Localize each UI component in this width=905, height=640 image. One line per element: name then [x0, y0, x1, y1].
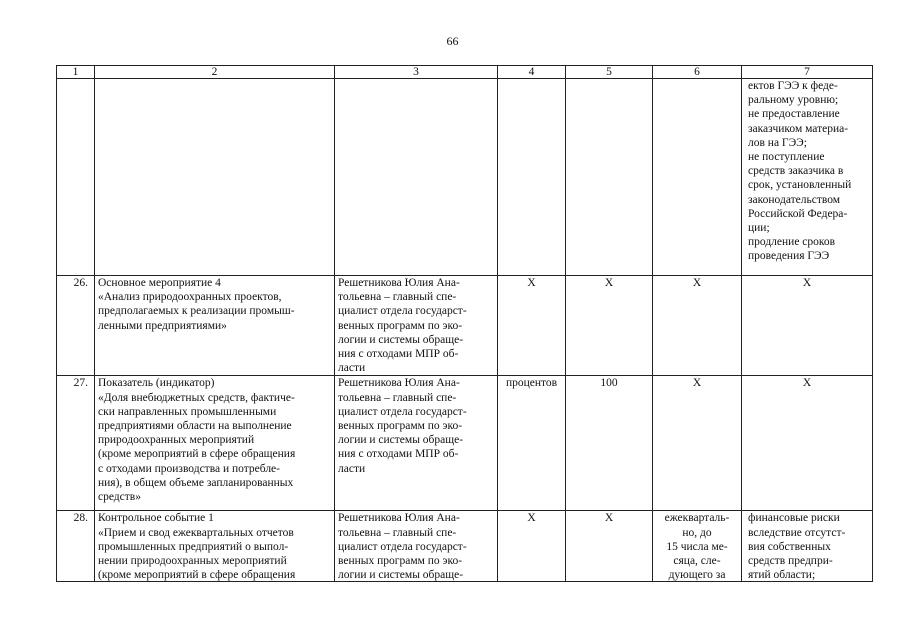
text-line: предприятиями области на выполнение: [98, 420, 292, 433]
text-line: предполагаемых к реализации промыш-: [98, 305, 295, 318]
text-line: (кроме мероприятий в сфере обращения: [98, 448, 296, 461]
text-line: ния с отходами МПР об-: [338, 448, 459, 461]
text-line: Решетникова Юлия Ана-: [338, 512, 460, 525]
unit-cell: процентов: [498, 376, 566, 511]
risks-cell: [742, 276, 873, 376]
empty-cell: [95, 79, 335, 276]
header-cell: 7: [742, 66, 873, 79]
header-cell: 3: [335, 66, 498, 79]
text-line: финансовые риски: [748, 512, 840, 525]
table-row: [57, 511, 873, 582]
text-line: законодательством: [748, 193, 841, 206]
text-line: логии и системы обраще-: [338, 569, 464, 582]
text-line: тольевна – главный спе-: [338, 391, 457, 404]
text-line: «Доля внебюджетных средств, фактиче-: [98, 391, 295, 404]
text-line: средств»: [98, 491, 141, 504]
page-number: 66: [446, 34, 459, 48]
text-line: 15 числа ме-: [666, 540, 728, 553]
text-line: Х: [692, 377, 702, 390]
text-line: заказчиком материа-: [748, 122, 849, 135]
text-line: «Прием и свод ежеквартальных отчетов: [98, 526, 294, 539]
text-line: природоохранных мероприятий: [98, 434, 255, 447]
text-line: средств предпри-: [748, 555, 833, 568]
text-line: не поступление: [748, 151, 825, 164]
empty-cell: [566, 79, 653, 276]
unit-cell: Х: [498, 511, 566, 582]
period-cell: [653, 276, 742, 376]
text-line: промышленных предприятий о выпол-: [98, 540, 289, 553]
risks-cell: [742, 511, 873, 582]
text-line: Контрольное событие 1: [98, 512, 214, 525]
text-line: Х: [802, 277, 812, 289]
text-line: венных программ по эко-: [338, 420, 463, 433]
text-line: тольевна – главный спе-: [338, 526, 457, 539]
header-cell: 2: [95, 66, 335, 79]
period-cell: [653, 376, 742, 511]
unit-cell: Х: [498, 276, 566, 376]
name-cell: [95, 276, 335, 376]
text-line: ленными предприятиями»: [98, 319, 227, 332]
text-line: нении природоохранных мероприятий: [98, 555, 287, 568]
responsible-cell: [335, 376, 498, 511]
text-line: циалист отдела государст-: [338, 405, 467, 418]
name-cell: [95, 376, 335, 511]
text-line: «Анализ природоохранных проектов,: [98, 291, 282, 304]
text-line: продление сроков: [748, 236, 836, 249]
header-cell: 6: [653, 66, 742, 79]
risks-cell: [742, 376, 873, 511]
value-cell: 100: [566, 376, 653, 511]
text-line: венных программ по эко-: [338, 555, 463, 568]
text-line: средств заказчика в: [748, 165, 844, 178]
text-line: циалист отдела государст-: [338, 305, 467, 318]
header-cell: 5: [566, 66, 653, 79]
text-line: циалист отдела государст-: [338, 540, 467, 553]
text-line: сяца, сле-: [673, 555, 721, 568]
text-line: Показатель (индикатор): [98, 377, 215, 390]
period-cell: [653, 511, 742, 582]
text-line: ния), в общем объеме запланированных: [98, 476, 294, 489]
empty-cell: [653, 79, 742, 276]
text-line: тольевна – главный спе-: [338, 291, 457, 304]
program-table: [56, 65, 873, 582]
text-line: дующего за: [668, 569, 726, 582]
text-line: (кроме мероприятий в сфере обращения: [98, 569, 296, 582]
text-line: Российской Федера-: [748, 207, 848, 220]
text-line: Основное мероприятие 4: [98, 277, 221, 289]
text-line: срок, установленный: [748, 179, 852, 192]
empty-cell: [57, 79, 95, 276]
table-row: [57, 376, 873, 511]
text-line: проведения ГЭЭ: [748, 250, 830, 263]
text-line: Решетникова Юлия Ана-: [338, 277, 460, 289]
responsible-cell: [335, 276, 498, 376]
table-row-continuation: [57, 79, 873, 276]
table-row: [57, 276, 873, 376]
text-line: ски направленных промышленными: [98, 405, 277, 418]
text-line: логии и системы обраще-: [338, 333, 464, 346]
text-line: ектов ГЭЭ к феде-: [748, 80, 838, 92]
text-line: ральному уровню;: [748, 94, 839, 107]
text-line: с отходами производства и потребле-: [98, 462, 280, 475]
text-line: ежекварталь-: [664, 512, 730, 525]
value-cell: Х: [566, 276, 653, 376]
text-line: не предоставление: [748, 108, 840, 121]
text-line: но, до: [682, 526, 712, 539]
text-line: ласти: [338, 462, 366, 475]
risks-cell: [742, 79, 873, 276]
header-row: [57, 66, 873, 79]
row-number: 27.: [57, 376, 95, 511]
value-cell: Х: [566, 511, 653, 582]
empty-cell: [335, 79, 498, 276]
responsible-cell: [335, 511, 498, 582]
text-line: венных программ по эко-: [338, 319, 463, 332]
header-cell: 4: [498, 66, 566, 79]
text-line: Решетникова Юлия Ана-: [338, 377, 460, 390]
row-number: 28.: [57, 511, 95, 582]
name-cell: [95, 511, 335, 582]
text-line: Х: [692, 277, 702, 289]
text-line: ласти: [338, 362, 366, 375]
text-line: логии и системы обраще-: [338, 434, 464, 447]
text-line: ции;: [748, 222, 770, 235]
text-line: Х: [802, 377, 812, 390]
row-number: 26.: [57, 276, 95, 376]
empty-cell: [498, 79, 566, 276]
text-line: вследствие отсутст-: [748, 526, 846, 539]
text-line: ния с отходами МПР об-: [338, 348, 459, 361]
text-line: лов на ГЭЭ;: [748, 136, 807, 149]
header-cell: 1: [57, 66, 95, 79]
text-line: вия собственных: [748, 540, 831, 553]
text-line: ятий области;: [748, 569, 816, 582]
